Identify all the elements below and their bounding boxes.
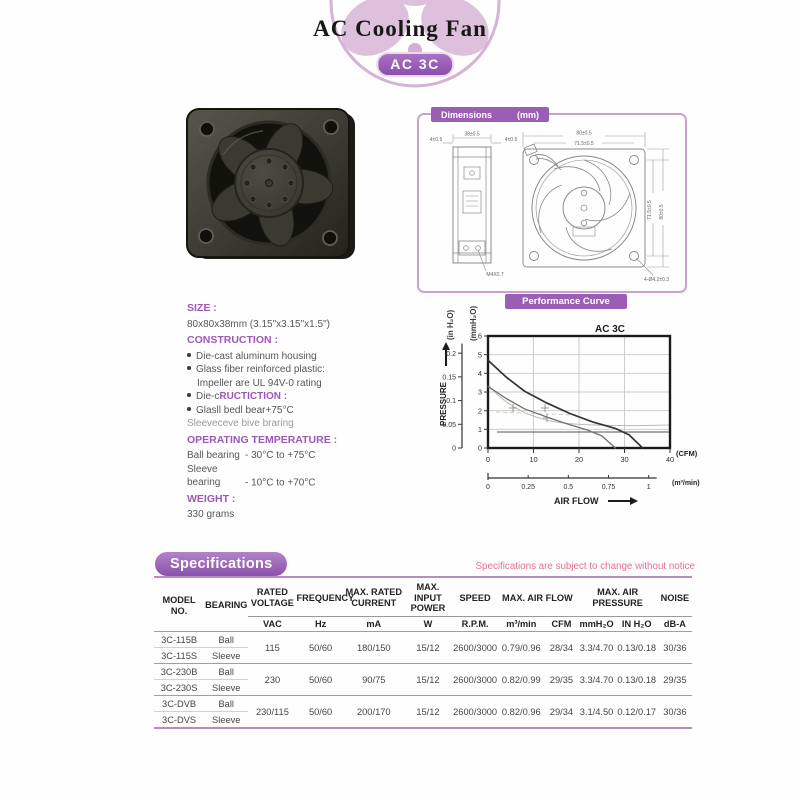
dim-side-width: 38±0.5 <box>464 131 480 138</box>
y2-tick-label-in: 0.2 <box>446 350 456 358</box>
unit-m3min: m³/min <box>506 618 537 629</box>
x-tick-label-cfm: 10 <box>529 455 538 464</box>
col-header-noise: NOISE <box>658 580 692 616</box>
spec-cell: 30/36 <box>658 632 692 664</box>
spec-cell: Ball <box>204 632 248 648</box>
specifications-table-wrap <box>154 576 692 729</box>
spec-cell: 230 <box>248 664 296 696</box>
spec-cell: 15/12 <box>403 696 453 728</box>
x2-tick-label-m3min: 0.25 <box>521 484 535 491</box>
spec-cell: 29/34 <box>545 696 577 728</box>
y2-tick-label-in: 0.1 <box>446 398 456 406</box>
col-header-power: MAX. INPUT POWER <box>403 580 453 616</box>
spec-cell: 0.79/0.96 <box>497 632 545 664</box>
dim-front-inner-w: 71.5±0.5 <box>574 141 594 147</box>
size-value: 80x80x38mm (3.15"x3.15"x1.5") <box>187 318 330 330</box>
spec-cell: Sleeve <box>212 714 241 725</box>
y-axis-unit-mmh2o: (mmH₂O) <box>469 305 478 341</box>
x-tick-label-cfm: 30 <box>620 455 629 464</box>
spec-cell: Sleeve <box>212 682 241 693</box>
weight-value: 330 grams <box>187 509 235 520</box>
operating-row <box>187 449 427 463</box>
artifact-text: Glasll bedl bear+75°C <box>196 404 294 416</box>
x-axis-unit-m3min: (m³/min) <box>672 480 700 487</box>
spec-cell: 0.82/0.99 <box>497 664 545 696</box>
spec-cell: 30/36 <box>658 696 692 728</box>
spec-cell: 50/60 <box>297 696 345 728</box>
operating-value: - 30°C to +75°C <box>245 450 316 461</box>
dim-side-flange-right: 4±0.5 <box>504 137 518 143</box>
spec-cell: 3C-DVS <box>162 714 197 725</box>
spec-cell: 0.13/0.18 <box>616 632 658 664</box>
dim-holes-callout: 4-Ø4.2±0.3 <box>644 277 669 283</box>
x2-tick-label-m3min: 0.5 <box>563 484 574 491</box>
model-badge: AC 3C <box>376 52 454 77</box>
dim-front-inner-h: 71.5±0.5 <box>647 200 653 220</box>
col-header-current: MAX. RATED CURRENT <box>345 580 403 616</box>
col-header-airflow: MAX. AIR FLOW <box>497 580 577 616</box>
construction-heading: CONSTRUCTION : <box>187 334 278 346</box>
construction-item <box>187 363 427 377</box>
performance-curve-label: Performance Curve <box>505 294 627 309</box>
dimensions-label <box>431 107 549 122</box>
spec-cell: 2600/3000 <box>453 632 497 664</box>
y-tick-label-mm: 0 <box>477 443 482 453</box>
bullet-icon <box>187 407 191 411</box>
y-axis-unit-inh2o: (in H₂O) <box>446 309 455 340</box>
info-column <box>187 299 427 522</box>
spec-cell: Sleeve <box>212 650 241 661</box>
x-tick-label-cfm: 20 <box>574 455 584 464</box>
spec-cell: 180/150 <box>345 632 403 664</box>
spec-cell: 3C-230B <box>154 664 204 680</box>
spec-cell: 0.13/0.18 <box>616 664 658 696</box>
spec-cell: 3.3/4.70 <box>578 664 616 696</box>
spec-cell: Ball <box>204 696 248 712</box>
x-axis-unit-cfm: (CFM) <box>676 449 698 458</box>
spec-cell: 115 <box>248 632 296 664</box>
spec-cell: 3.3/4.70 <box>578 632 616 664</box>
col-header-model: MODEL NO. <box>162 595 196 616</box>
specifications-note: Specifications are subject to change without notice <box>475 561 695 572</box>
operating-value: - 10°C to +70°C <box>245 477 316 488</box>
performance-curve-low-speed <box>488 386 615 448</box>
operating-row <box>187 463 427 490</box>
specifications-table <box>154 580 692 727</box>
x2-tick-label-m3min: 0 <box>486 484 490 491</box>
dimensions-box <box>417 109 687 293</box>
spec-cell: 50/60 <box>297 664 345 696</box>
dim-thread-callout: M4X0.7 <box>486 272 504 278</box>
bullet-icon <box>187 366 191 370</box>
operating-label: Sleeve bearing <box>187 463 221 488</box>
y2-tick-label-in: 0 <box>452 445 456 453</box>
unit-mmh2o: mmH₂O <box>579 618 614 629</box>
unit-hz: Hz <box>314 618 327 629</box>
col-header-frequency: FREQUENCY <box>297 580 345 616</box>
y-tick-label-mm: 3 <box>477 387 482 397</box>
page-title: AC Cooling Fan <box>313 16 487 41</box>
unit-w: W <box>423 618 433 629</box>
construction-artifact-line <box>187 390 427 404</box>
artifact-text-purple: RUCTICTION : <box>219 391 288 402</box>
spec-cell: 28/34 <box>545 632 577 664</box>
spec-cell: 3C-115S <box>161 650 198 661</box>
dim-side-flange-left: 4±0.5 <box>429 137 443 143</box>
construction-artifact-line <box>187 404 427 418</box>
artifact-text-dark: Die-c <box>196 391 220 402</box>
spec-cell: 3C-DVB <box>154 696 204 712</box>
airflow-axis-label: AIR FLOW <box>554 496 599 506</box>
y2-tick-label-in: 0.15 <box>442 374 456 382</box>
bullet-icon <box>187 393 191 397</box>
unit-ma: mA <box>366 618 382 629</box>
operating-label: Ball bearing <box>187 450 240 461</box>
unit-cfm: CFM <box>551 618 572 629</box>
x2-tick-label-m3min: 1 <box>646 484 651 491</box>
spec-cell: 0.82/0.96 <box>497 696 545 728</box>
construction-item <box>187 350 427 364</box>
bullet-icon <box>187 353 191 357</box>
construction-item-cont: Impeller are UL 94V-0 rating <box>197 377 322 389</box>
construction-artifact-line: Sleeveceve bive braring <box>187 418 294 429</box>
spec-cell: 2600/3000 <box>453 664 497 696</box>
dim-front-outer-w: 80±0.5 <box>576 130 592 137</box>
y-tick-label-mm: 2 <box>477 406 482 416</box>
fan-logo-icon <box>325 0 505 92</box>
spec-cell: 3C-115B <box>154 632 204 648</box>
fan-product-photo <box>183 105 359 263</box>
spec-cell: 3C-230S <box>160 682 198 693</box>
construction-item-text: Glass fiber reinforced plastic: <box>196 364 325 375</box>
x-tick-label-cfm: 40 <box>665 455 675 464</box>
col-header-bearing: BEARING <box>205 600 248 611</box>
dimensions-label-text: Dimensions <box>441 109 493 120</box>
spec-cell: 200/170 <box>345 696 403 728</box>
pressure-axis-label: PRESSURE <box>439 381 448 427</box>
operating-heading: OPERATING TEMPERATURE : <box>187 433 338 446</box>
unit-vac: VAC <box>263 618 282 629</box>
unit-dba: dB-A <box>663 618 686 629</box>
spec-cell: 15/12 <box>403 632 453 664</box>
dimensions-unit-text: (mm) <box>517 109 539 120</box>
performance-curve-chart <box>436 332 706 514</box>
spec-cell: Ball <box>204 664 248 680</box>
construction-item-text: Die-cast aluminum housing <box>196 350 317 362</box>
y-tick-label-mm: 5 <box>477 350 482 360</box>
dim-front-outer-h: 80±0.5 <box>659 204 665 220</box>
spec-cell: 230/115 <box>248 696 296 728</box>
dimensions-drawing <box>423 129 677 287</box>
airflow-arrow-icon <box>608 497 638 505</box>
unit-inh2o: IN H₂O <box>621 618 652 629</box>
spec-cell: 15/12 <box>403 664 453 696</box>
y-tick-label-mm: 1 <box>477 424 482 434</box>
y2-tick-label-in: 0.05 <box>442 421 456 429</box>
spec-cell: 2600/3000 <box>453 696 497 728</box>
spec-cell: 50/60 <box>297 632 345 664</box>
spec-cell: 29/35 <box>658 664 692 696</box>
y-tick-label-mm: 4 <box>477 368 482 378</box>
x2-tick-label-m3min: 0.75 <box>601 484 616 491</box>
spec-cell: 0.12/0.17 <box>616 696 658 728</box>
x-tick-label-cfm: 0 <box>485 455 491 464</box>
size-heading: SIZE : <box>187 302 217 314</box>
weight-heading: WEIGHT : <box>187 492 236 505</box>
y-tick-label-mm: 6 <box>477 332 482 341</box>
specifications-badge: Specifications <box>155 552 287 576</box>
spec-cell: 3.1/4.50 <box>578 696 616 728</box>
chart-model-label: AC 3C <box>595 324 626 335</box>
col-header-speed: SPEED <box>453 580 497 616</box>
spec-cell: 90/75 <box>345 664 403 696</box>
col-header-voltage: RATED VOLTAGE <box>248 580 296 616</box>
spec-cell: 29/35 <box>545 664 577 696</box>
unit-rpm: R.P.M. <box>461 618 489 629</box>
col-header-pressure: MAX. AIR PRESSURE <box>578 580 658 616</box>
